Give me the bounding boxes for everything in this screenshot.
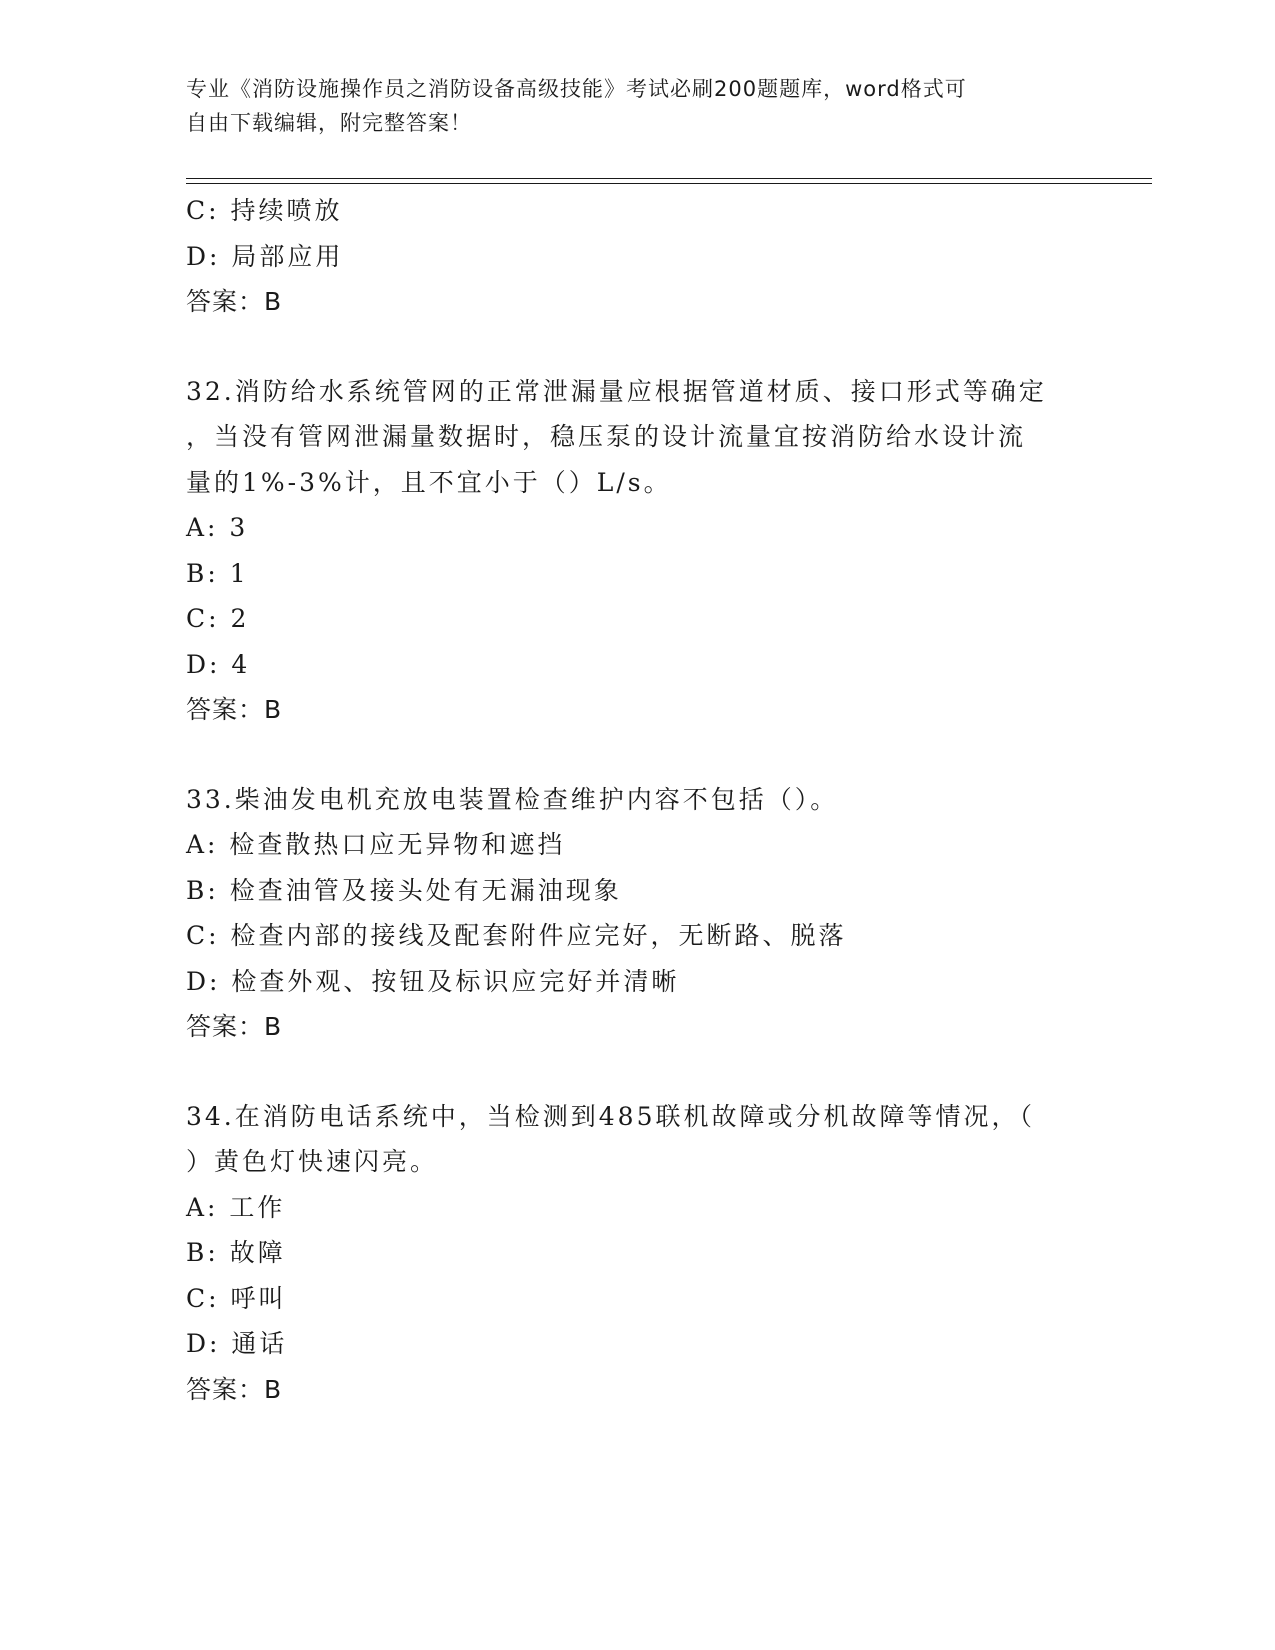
option-c: C: 检查内部的接线及配套附件应完好，无断路、脱落 <box>186 921 847 950</box>
option-a: A: 检查散热口应无异物和遮挡 <box>186 830 566 859</box>
question-34 <box>186 1094 1086 1413</box>
option-c: C: 呼叫 <box>186 1283 287 1313</box>
option-a: A: 工作 <box>186 1192 286 1222</box>
spacer <box>186 1050 1086 1094</box>
option-b: B: 故障 <box>186 1238 286 1267</box>
question-32 <box>186 369 1086 733</box>
answer-line: 答案：B <box>186 1012 283 1041</box>
option-b: B: 检查油管及接头处有无漏油现象 <box>186 875 622 905</box>
option-d: D: 4 <box>186 649 251 679</box>
option-d: D: 通话 <box>186 1329 288 1358</box>
document-header <box>186 72 1066 140</box>
option-b: B: 1 <box>186 558 249 588</box>
question-stem-line: 量的1%-3%计，且不宜小于（）L/s。 <box>186 467 672 497</box>
header-rule-top <box>186 178 1152 179</box>
answer-line: 答案：B <box>186 1374 283 1404</box>
option-c: C: 持续喷放 <box>186 196 343 225</box>
question-stem-line: 33.柴油发电机充放电装置检查维护内容不包括（）。 <box>186 784 839 814</box>
question-stem-line: 34.在消防电话系统中，当检测到485联机故障或分机故障等情况，（ <box>186 1101 1035 1131</box>
question-stem-line: ）黄色灯快速闪亮。 <box>186 1147 439 1176</box>
question-stem-line: 32.消防给水系统管网的正常泄漏量应根据管道材质、接口形式等确定 <box>186 376 1047 406</box>
question-33 <box>186 777 1086 1050</box>
header-line-2: 自由下载编辑，附完整答案！ <box>186 111 472 135</box>
option-d: D: 检查外观、按钮及标识应完好并清晰 <box>186 966 680 996</box>
option-a: A: 3 <box>186 513 249 542</box>
option-d: D: 局部应用 <box>186 241 344 271</box>
option-c: C: 2 <box>186 604 250 633</box>
spacer <box>186 733 1086 777</box>
answer-line: 答案：B <box>186 287 283 316</box>
question-list <box>186 188 1086 1412</box>
question-31-partial <box>186 188 1086 325</box>
spacer <box>186 325 1086 369</box>
header-line-1: 专业《消防设施操作员之消防设备高级技能》考试必刷200题题库，word格式可 <box>186 77 967 101</box>
question-stem-line: ，当没有管网泄漏量数据时，稳压泵的设计流量宜按消防给水设计流 <box>186 422 1027 451</box>
answer-line: 答案：B <box>186 695 283 724</box>
header-rule-bottom <box>186 183 1152 184</box>
